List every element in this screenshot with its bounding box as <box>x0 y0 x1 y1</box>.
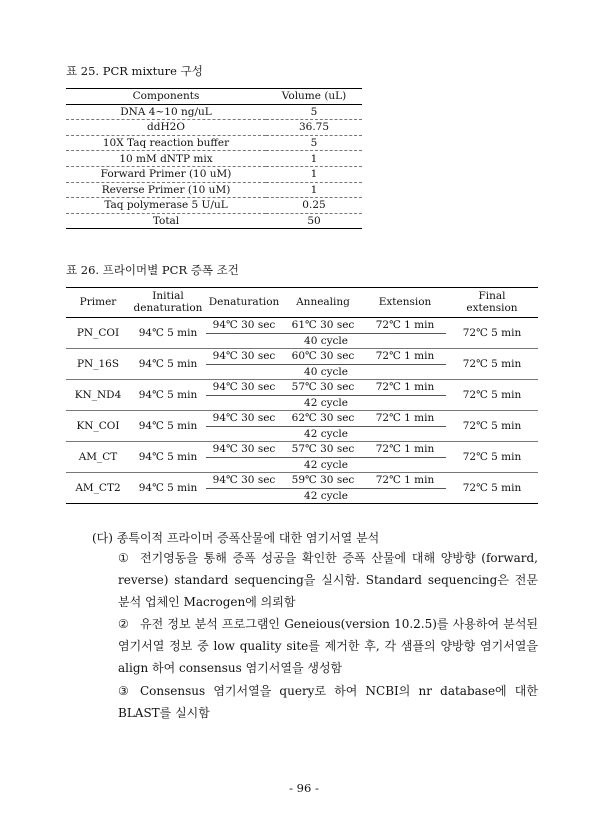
primer-cell: AM_CT <box>66 442 130 473</box>
column-header-extension: Extension <box>364 288 446 318</box>
annealing-cell: 61℃ 30 sec <box>282 318 364 334</box>
table-row <box>66 151 362 167</box>
annealing-cell: 62℃ 30 sec <box>282 411 364 427</box>
component-cell: 10 mM dNTP mix <box>66 151 266 167</box>
column-header-volume: Volume (uL) <box>266 89 362 105</box>
column-header-annealing: Annealing <box>282 288 364 318</box>
initial-denaturation-cell: 94℃ 5 min <box>130 411 206 442</box>
section-heading: (다) 종특이적 프라이머 증폭산물에 대한 염기서열 분석 <box>92 531 380 545</box>
annealing-cell: 57℃ 30 sec <box>282 380 364 396</box>
item-number: ③ <box>118 684 129 698</box>
denaturation-cell: 94℃ 30 sec <box>206 349 282 365</box>
cycle-cell: 42 cycle <box>206 426 446 442</box>
primer-cell: KN_COI <box>66 411 130 442</box>
item-number: ① <box>118 551 129 565</box>
component-cell: ddH2O <box>66 120 266 136</box>
primer-cell: KN_ND4 <box>66 380 130 411</box>
volume-cell: 36.75 <box>266 120 362 136</box>
table-row <box>66 166 362 182</box>
final-extension-cell: 72℃ 5 min <box>446 349 538 380</box>
list-item <box>118 613 538 679</box>
component-cell: Taq polymerase 5 U/uL <box>66 198 266 214</box>
annealing-cell: 59℃ 30 sec <box>282 473 364 489</box>
pcr-conditions-table <box>66 287 538 504</box>
final-extension-cell: 72℃ 5 min <box>446 473 538 504</box>
final-extension-cell: 72℃ 5 min <box>446 318 538 349</box>
item-text: 유전 정보 분석 프로그램인 Geneious(version 10.2.5)를 사용하여 분석된 염기서열 정보 중 low quality site를 제거한 후, 각 샘플의 양방향 염기서열을 align 하여 consensus 염기서열을 생성함 <box>118 617 538 675</box>
volume-cell: 1 <box>266 166 362 182</box>
cycle-cell: 42 cycle <box>206 395 446 411</box>
table25-caption: 표 25. PCR mixture 구성 <box>66 64 203 78</box>
column-header-initial-denaturation: Initial denaturation <box>130 288 206 318</box>
list-item <box>118 547 538 613</box>
component-cell: Reverse Primer (10 uM) <box>66 182 266 198</box>
table-row <box>66 182 362 198</box>
component-cell: Forward Primer (10 uM) <box>66 166 266 182</box>
component-cell: 10X Taq reaction buffer <box>66 135 266 151</box>
extension-cell: 72℃ 1 min <box>364 473 446 489</box>
table-row <box>66 380 538 396</box>
table-row <box>66 198 362 214</box>
extension-cell: 72℃ 1 min <box>364 380 446 396</box>
item-text: Consensus 염기서열을 query로 하여 NCBI의 nr database에 대한 BLAST를 실시함 <box>118 684 538 720</box>
volume-cell: 0.25 <box>266 198 362 214</box>
final-extension-cell: 72℃ 5 min <box>446 411 538 442</box>
table-row <box>66 349 538 365</box>
initial-denaturation-cell: 94℃ 5 min <box>130 380 206 411</box>
cycle-cell: 40 cycle <box>206 333 446 349</box>
item-text: 전기영동을 통해 증폭 성공을 확인한 증폭 산물에 대해 양방향 (forward, reverse) standard sequencing을 실시함. Standard sequencing은 전문 분석 업체인 Macrogen에 의뢰함 <box>118 551 538 609</box>
initial-denaturation-cell: 94℃ 5 min <box>130 349 206 380</box>
volume-cell: 50 <box>266 213 362 229</box>
annealing-cell: 57℃ 30 sec <box>282 442 364 458</box>
column-header-components: Components <box>66 89 266 105</box>
initial-denaturation-cell: 94℃ 5 min <box>130 442 206 473</box>
extension-cell: 72℃ 1 min <box>364 349 446 365</box>
extension-cell: 72℃ 1 min <box>364 411 446 427</box>
primer-cell: AM_CT2 <box>66 473 130 504</box>
denaturation-cell: 94℃ 30 sec <box>206 318 282 334</box>
pcr-mixture-table <box>66 88 362 229</box>
cycle-cell: 42 cycle <box>206 488 446 504</box>
table-row <box>66 473 538 489</box>
final-extension-cell: 72℃ 5 min <box>446 442 538 473</box>
table-row <box>66 135 362 151</box>
component-cell: Total <box>66 213 266 229</box>
table-row <box>66 318 538 334</box>
table-row <box>66 120 362 136</box>
denaturation-cell: 94℃ 30 sec <box>206 411 282 427</box>
column-header-primer: Primer <box>66 288 130 318</box>
extension-cell: 72℃ 1 min <box>364 442 446 458</box>
volume-cell: 1 <box>266 182 362 198</box>
column-header-denaturation: Denaturation <box>206 288 282 318</box>
volume-cell: 5 <box>266 135 362 151</box>
primer-cell: PN_COI <box>66 318 130 349</box>
item-number: ② <box>118 617 129 631</box>
table-row <box>66 442 538 458</box>
denaturation-cell: 94℃ 30 sec <box>206 473 282 489</box>
cycle-cell: 40 cycle <box>206 364 446 380</box>
primer-cell: PN_16S <box>66 349 130 380</box>
list-item <box>118 680 538 724</box>
annealing-cell: 60℃ 30 sec <box>282 349 364 365</box>
component-cell: DNA 4~10 ng/uL <box>66 104 266 120</box>
column-header-final-extension: Final extension <box>446 288 538 318</box>
denaturation-cell: 94℃ 30 sec <box>206 442 282 458</box>
page-number: - 96 - <box>289 781 319 795</box>
final-extension-cell: 72℃ 5 min <box>446 380 538 411</box>
table-row <box>66 104 362 120</box>
table-row-total <box>66 213 362 229</box>
volume-cell: 1 <box>266 151 362 167</box>
initial-denaturation-cell: 94℃ 5 min <box>130 473 206 504</box>
extension-cell: 72℃ 1 min <box>364 318 446 334</box>
denaturation-cell: 94℃ 30 sec <box>206 380 282 396</box>
initial-denaturation-cell: 94℃ 5 min <box>130 318 206 349</box>
table26-caption: 표 26. 프라이머별 PCR 증폭 조건 <box>66 263 239 277</box>
volume-cell: 5 <box>266 104 362 120</box>
cycle-cell: 42 cycle <box>206 457 446 473</box>
table-row <box>66 411 538 427</box>
